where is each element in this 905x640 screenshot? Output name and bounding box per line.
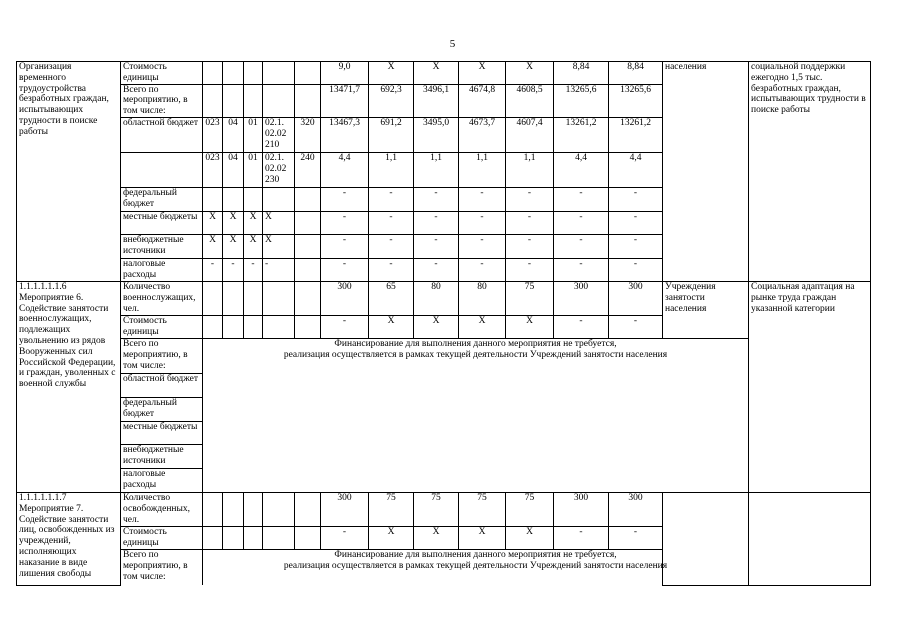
code-cell (295, 234, 321, 258)
code-cell (244, 492, 263, 526)
value-cell: X (369, 62, 414, 85)
financing-note-line-2: реализация осуществляется в рамках текущей деятельности Учреждений занятости населения (283, 349, 668, 360)
event-executor: населения (663, 62, 749, 282)
value-cell: - (609, 211, 663, 234)
code-cell: - (223, 258, 244, 281)
indicator-name: налоговые расходы (121, 258, 203, 281)
code-cell (263, 62, 295, 85)
financing-note (203, 338, 749, 492)
value-cell: - (609, 187, 663, 211)
value-cell: - (321, 315, 369, 338)
code-cell (203, 84, 223, 117)
indicator-name: областной бюджет (121, 373, 203, 397)
code-cell (244, 187, 263, 211)
event-result: Социальная адаптация на рынке труда граждан указанной категории (749, 281, 871, 492)
event-title: 1.1.1.1.1.1.7 Мероприятие 7. Содействие занятости лиц, освобожденных из учреждений, исполняющих наказание в виде лишения свободы (17, 492, 121, 585)
indicator-name: местные бюджеты (121, 211, 203, 234)
value-cell: - (554, 211, 609, 234)
value-cell: 13261,2 (609, 117, 663, 152)
financing-note-line-2: реализация осуществляется в рамках текущей деятельности Учреждений занятости населения (283, 560, 668, 571)
value-cell: - (369, 234, 414, 258)
value-cell: - (369, 258, 414, 281)
financing-note-line-1: Финансирование для выполнения данного мероприятия не требуется, (334, 549, 617, 560)
value-cell: - (414, 234, 459, 258)
financing-note (203, 549, 749, 585)
code-cell: 01 (244, 152, 263, 187)
code-cell (295, 211, 321, 234)
value-cell: 75 (459, 492, 506, 526)
value-cell: 13467,3 (321, 117, 369, 152)
value-cell: X (414, 526, 459, 549)
value-cell: - (506, 211, 554, 234)
code-cell: X (223, 211, 244, 234)
code-cell: - (263, 258, 295, 281)
value-cell: - (459, 211, 506, 234)
value-cell: - (554, 187, 609, 211)
value-cell: - (554, 234, 609, 258)
code-cell (244, 315, 263, 338)
program-table (16, 61, 871, 586)
indicator-name: федеральный бюджет (121, 187, 203, 211)
table-row (17, 281, 871, 315)
code-cell (244, 281, 263, 315)
indicator-name: Стоимость единицы (121, 62, 203, 85)
value-cell: 300 (321, 281, 369, 315)
code-cell: 240 (295, 152, 321, 187)
value-cell: 1,1 (414, 152, 459, 187)
code-cell: 04 (223, 117, 244, 152)
code-cell (223, 281, 244, 315)
table-row (17, 338, 871, 373)
event-executor: Учреждения занятости населения (663, 281, 749, 338)
page-bottom-margin (0, 600, 905, 640)
code-cell: 023 (203, 117, 223, 152)
value-cell: 4674,8 (459, 84, 506, 117)
value-cell: - (506, 258, 554, 281)
code-cell: 04 (223, 152, 244, 187)
indicator-name: Количество военнослужащих, чел. (121, 281, 203, 315)
value-cell: 80 (459, 281, 506, 315)
code-cell (223, 84, 244, 117)
value-cell: X (506, 315, 554, 338)
code-cell: X (203, 211, 223, 234)
code-cell (203, 281, 223, 315)
value-cell: 9,0 (321, 62, 369, 85)
code-cell: X (263, 234, 295, 258)
code-cell (263, 492, 295, 526)
code-cell (203, 492, 223, 526)
value-cell: - (414, 211, 459, 234)
indicator-name: областной бюджет (121, 117, 203, 152)
value-cell: - (321, 234, 369, 258)
value-cell: - (506, 234, 554, 258)
code-cell (295, 84, 321, 117)
indicator-name: местные бюджеты (121, 421, 203, 444)
code-cell (295, 281, 321, 315)
code-cell (244, 84, 263, 117)
value-cell: 4,4 (321, 152, 369, 187)
value-cell: 75 (369, 492, 414, 526)
value-cell: - (554, 258, 609, 281)
value-cell: X (506, 526, 554, 549)
code-cell: X (223, 234, 244, 258)
code-cell (223, 526, 244, 549)
value-cell: 691,2 (369, 117, 414, 152)
value-cell: 4607,4 (506, 117, 554, 152)
code-cell: X (244, 211, 263, 234)
indicator-name: Всего по мероприятию, в том числе: (121, 84, 203, 117)
value-cell: 4,4 (554, 152, 609, 187)
event-result (749, 492, 871, 585)
value-cell: X (369, 526, 414, 549)
value-cell: 1,1 (506, 152, 554, 187)
code-cell (223, 62, 244, 85)
value-cell: 8,84 (554, 62, 609, 85)
value-cell: 300 (321, 492, 369, 526)
value-cell: X (414, 62, 459, 85)
value-cell: X (459, 62, 506, 85)
value-cell: - (609, 526, 663, 549)
code-cell (244, 526, 263, 549)
code-cell (295, 492, 321, 526)
indicator-name: Всего по мероприятию, в том числе: (121, 549, 203, 585)
code-cell (263, 281, 295, 315)
value-cell: X (369, 315, 414, 338)
value-cell: - (459, 258, 506, 281)
code-cell: 023 (203, 152, 223, 187)
code-cell (203, 526, 223, 549)
event-result: социальной поддержки ежегодно 1,5 тыс. безработных граждан, испытывающих трудности в поиске работы (749, 62, 871, 282)
value-cell: 1,1 (459, 152, 506, 187)
value-cell: 13265,6 (554, 84, 609, 117)
indicator-name: внебюджетные источники (121, 444, 203, 468)
value-cell: 75 (414, 492, 459, 526)
value-cell: - (459, 234, 506, 258)
indicator-name: Всего по мероприятию, в том числе: (121, 338, 203, 373)
value-cell: 3496,1 (414, 84, 459, 117)
table-row (17, 549, 871, 585)
value-cell: - (609, 315, 663, 338)
event-title: Организация временного трудоустройства безработных граждан, испытывающих трудности в поиске работы (17, 62, 121, 282)
code-cell: 02.1. 02.02 210 (263, 117, 295, 152)
value-cell: 8,84 (609, 62, 663, 85)
code-cell (244, 62, 263, 85)
value-cell: 75 (506, 281, 554, 315)
value-cell: - (414, 258, 459, 281)
indicator-name: Стоимость единицы (121, 526, 203, 549)
value-cell: 300 (554, 492, 609, 526)
code-cell (223, 187, 244, 211)
value-cell: 300 (554, 281, 609, 315)
value-cell: 4608,5 (506, 84, 554, 117)
value-cell: X (459, 526, 506, 549)
value-cell: - (414, 187, 459, 211)
code-cell: - (203, 258, 223, 281)
code-cell: 01 (244, 117, 263, 152)
indicator-name: налоговые расходы (121, 468, 203, 492)
page-number: 5 (449, 38, 456, 50)
code-cell: X (203, 234, 223, 258)
event-title: 1.1.1.1.1.1.6 Мероприятие 6. Содействие занятости военнослужащих, подлежащих увольнению из рядов Вооруженных сил Российской Федерации, и граждан, уволенных с военной службы (17, 281, 121, 492)
table-row (17, 492, 871, 526)
code-cell: - (244, 258, 263, 281)
value-cell: - (609, 234, 663, 258)
value-cell: - (459, 187, 506, 211)
value-cell: - (506, 187, 554, 211)
value-cell: - (554, 526, 609, 549)
code-cell (263, 84, 295, 117)
value-cell: - (321, 526, 369, 549)
code-cell (203, 62, 223, 85)
code-cell (263, 315, 295, 338)
value-cell: 1,1 (369, 152, 414, 187)
code-cell (223, 315, 244, 338)
code-cell (203, 187, 223, 211)
value-cell: - (321, 187, 369, 211)
table-row (17, 62, 871, 85)
value-cell: X (459, 315, 506, 338)
indicator-name (121, 152, 203, 187)
value-cell: 4,4 (609, 152, 663, 187)
value-cell: 75 (506, 492, 554, 526)
code-cell (295, 315, 321, 338)
value-cell: - (369, 187, 414, 211)
value-cell: - (321, 258, 369, 281)
code-cell (295, 526, 321, 549)
indicator-name: Количество освобожденных, чел. (121, 492, 203, 526)
value-cell: 692,3 (369, 84, 414, 117)
value-cell: 13265,6 (609, 84, 663, 117)
code-cell: X (263, 211, 295, 234)
value-cell: 300 (609, 281, 663, 315)
value-cell: - (369, 211, 414, 234)
value-cell: X (414, 315, 459, 338)
value-cell: 300 (609, 492, 663, 526)
financing-note-line-1: Финансирование для выполнения данного мероприятия не требуется, (334, 338, 617, 349)
value-cell: X (506, 62, 554, 85)
value-cell: 65 (369, 281, 414, 315)
value-cell: - (321, 211, 369, 234)
value-cell: 13471,7 (321, 84, 369, 117)
value-cell: - (554, 315, 609, 338)
value-cell: 13261,2 (554, 117, 609, 152)
code-cell (223, 492, 244, 526)
code-cell (295, 258, 321, 281)
indicator-name: Стоимость единицы (121, 315, 203, 338)
indicator-name: внебюджетные источники (121, 234, 203, 258)
indicator-name: федеральный бюджет (121, 397, 203, 421)
code-cell: X (244, 234, 263, 258)
value-cell: - (609, 258, 663, 281)
value-cell: 4673,7 (459, 117, 506, 152)
code-cell (295, 62, 321, 85)
value-cell: 80 (414, 281, 459, 315)
code-cell (263, 526, 295, 549)
value-cell: 3495,0 (414, 117, 459, 152)
code-cell (263, 187, 295, 211)
code-cell (203, 315, 223, 338)
code-cell: 02.1. 02.02 230 (263, 152, 295, 187)
code-cell: 320 (295, 117, 321, 152)
code-cell (295, 187, 321, 211)
